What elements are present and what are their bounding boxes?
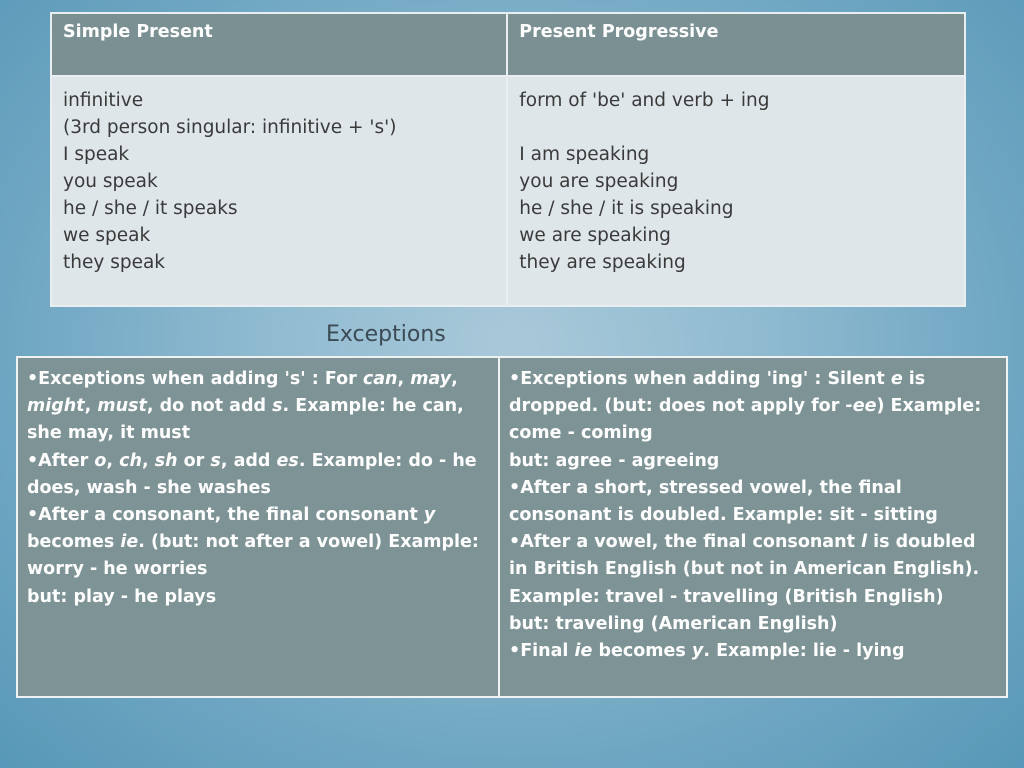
list-item: (3rd person singular: infinitive + 's') xyxy=(63,117,397,138)
list-item: they are speaking xyxy=(519,252,686,273)
exceptions-title: Exceptions xyxy=(326,322,446,347)
list-item: we speak xyxy=(63,225,151,246)
present-progressive-cell xyxy=(507,76,965,306)
s-rule-modals: •Exceptions when adding 's' : For can, may, might, must, do not add s. Example: he can, she may, it must xyxy=(27,369,464,444)
list-item: I am speaking xyxy=(519,144,650,165)
s-rule-but: but: play - he plays xyxy=(27,586,217,607)
list-item: you are speaking xyxy=(519,171,679,192)
s-rule-y-to-ie: •After a consonant, the final consonant y becomes ie. (but: not after a vowel) Example: worry - he worries xyxy=(27,505,479,580)
header-present-progressive: Present Progressive xyxy=(507,13,965,76)
table-header-row xyxy=(51,13,965,76)
ing-rule-but-agree: but: agree - agreeing xyxy=(509,450,720,471)
list-item: we are speaking xyxy=(519,225,671,246)
ing-rule-double-consonant: •After a short, stressed vowel, the final consonant is doubled. Example: sit - sitting xyxy=(509,477,938,526)
list-item: you speak xyxy=(63,171,158,192)
table-row xyxy=(51,76,965,306)
ing-rule-but-traveling: but: traveling (American English) xyxy=(509,613,838,634)
formation-rule: form of 'be' and verb + ing xyxy=(519,90,770,111)
list-item: he / she / it is speaking xyxy=(519,198,734,219)
ing-rule-silent-e: •Exceptions when adding 'ing' : Silent e is dropped. (but: does not apply for -ee) Example: come - coming xyxy=(509,369,982,444)
ing-rule-ie-to-y: •Final ie becomes y. Example: lie - lying xyxy=(509,641,905,662)
list-item: I speak xyxy=(63,144,130,165)
conjugation-table xyxy=(50,12,966,307)
header-simple-present: Simple Present xyxy=(51,13,507,76)
spacer xyxy=(519,114,953,141)
s-rule-es: •After o, ch, sh or s, add es. Example: do - he does, wash - she washes xyxy=(27,450,477,498)
list-item: infinitive xyxy=(63,90,144,111)
s-exceptions-cell xyxy=(17,357,499,697)
exceptions-table xyxy=(16,356,1008,698)
ing-exceptions-cell xyxy=(499,357,1007,697)
simple-present-cell xyxy=(51,76,507,306)
list-item: he / she / it speaks xyxy=(63,198,238,219)
ing-rule-double-l: •After a vowel, the final consonant l is doubled in British English (but not in American English). Example: travel - travelling (British English) xyxy=(509,532,980,607)
list-item: they speak xyxy=(63,252,166,273)
table-row xyxy=(17,357,1007,697)
